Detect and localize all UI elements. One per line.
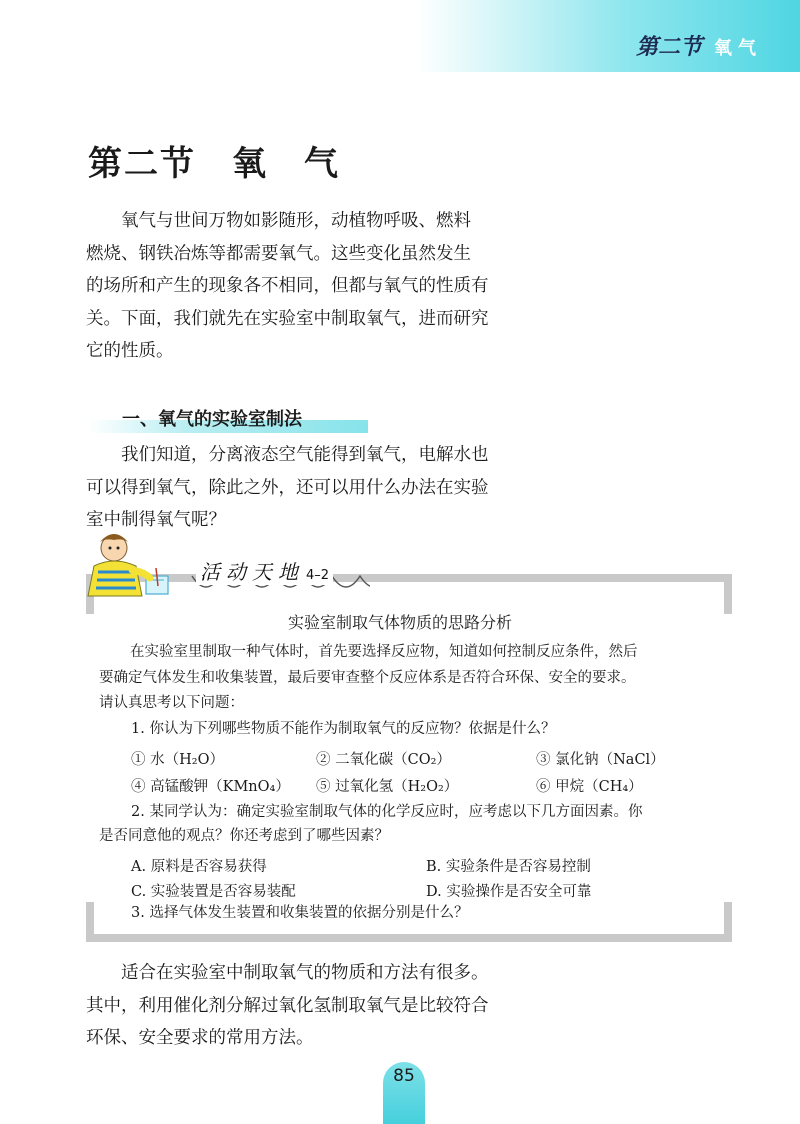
option-item: ⑤ 过氧化氢（H₂O₂）: [316, 779, 459, 795]
option-item: ⑥ 甲烷（CH₄）: [536, 779, 643, 795]
intro-line: 关。下面，我们就先在实验室中制取氧气，进而研究: [86, 308, 489, 329]
activity-border-bottom-right: [724, 902, 732, 942]
activity-question-2: 2. 某同学认为：确定实验室制取气体的化学反应时，应考虑以下几方面因素。你: [131, 804, 643, 820]
activity-intro-line: 请认真思考以下问题：: [99, 695, 244, 711]
conclusion-line: 环保、安全要求的常用方法。: [86, 1028, 314, 1049]
activity-question-3: 3. 选择气体发生装置和收集装置的依据分别是什么？: [131, 905, 469, 921]
activity-border-bottom-left: [86, 902, 94, 942]
activity-heading: 实验室制取气体物质的思路分析: [287, 613, 512, 632]
question-line: 我们知道，分离液态空气能得到氧气，电解水也: [121, 445, 489, 465]
factor-item: C. 实验装置是否容易装配: [131, 884, 296, 900]
question-line: 室中制得氧气呢？: [86, 510, 226, 531]
option-item: ③ 氯化钠（NaCl）: [536, 752, 665, 768]
factor-item: A. 原料是否容易获得: [131, 859, 267, 875]
question-line: 可以得到氧气，除此之外，还可以用什么办法在实验: [86, 477, 489, 498]
question-paragraph: [86, 439, 522, 537]
header-section: 第二节: [635, 35, 702, 60]
activity-intro-line: 要确定气体发生和收集装置，最后要审查整个反应体系是否符合环保、安全的要求。: [99, 670, 636, 686]
activity-intro-line: 在实验室里制取一种气体时，首先要选择反应物，知道如何控制反应条件，然后: [130, 644, 638, 660]
activity-question-1: 1. 你认为下列哪些物质不能作为制取氧气的反应物？依据是什么？: [131, 721, 556, 737]
factor-item: B. 实验条件是否容易控制: [426, 859, 591, 875]
intro-line: 的场所和产生的现象各不相同，但都与氧气的性质有: [86, 276, 489, 297]
intro-line: 氧气与世间万物如影随形，动植物呼吸、燃料: [121, 211, 471, 231]
subsection-title: 一、氧气的实验室制法: [122, 409, 302, 430]
intro-line: 它的性质。: [86, 341, 174, 362]
option-item: ① 水（H₂O）: [131, 752, 224, 768]
activity-border-right: [724, 574, 732, 614]
activity-label-text: 活动天地: [200, 560, 304, 584]
page-title: 第二节 氧 气: [88, 144, 340, 184]
page-number: 85: [393, 1066, 415, 1086]
activity-border-bottom: [86, 934, 732, 942]
option-item: ② 二氧化碳（CO₂）: [316, 752, 451, 768]
running-header: [636, 30, 762, 58]
header-topic: 氧气: [714, 38, 762, 59]
option-item: ④ 高锰酸钾（KMnO₄）: [131, 779, 290, 795]
intro-line: 燃烧、钢铁冶炼等都需要氧气。这些变化虽然发生: [86, 243, 471, 264]
conclusion-line: 适合在实验室中制取氧气的物质和方法有很多。: [121, 963, 489, 983]
activity-label: [196, 556, 333, 585]
conclusion-line: 其中，利用催化剂分解过氧化氢制取氧气是比较符合: [86, 995, 489, 1016]
intro-paragraph: [86, 205, 522, 368]
conclusion-paragraph: [86, 957, 522, 1055]
activity-question-2-cont: 是否同意他的观点？你还考虑到了哪些因素？: [99, 828, 389, 844]
subsection-heading: [88, 405, 368, 433]
activity-number: 4–2: [306, 568, 330, 583]
factor-item: D. 实验操作是否安全可靠: [426, 884, 592, 900]
